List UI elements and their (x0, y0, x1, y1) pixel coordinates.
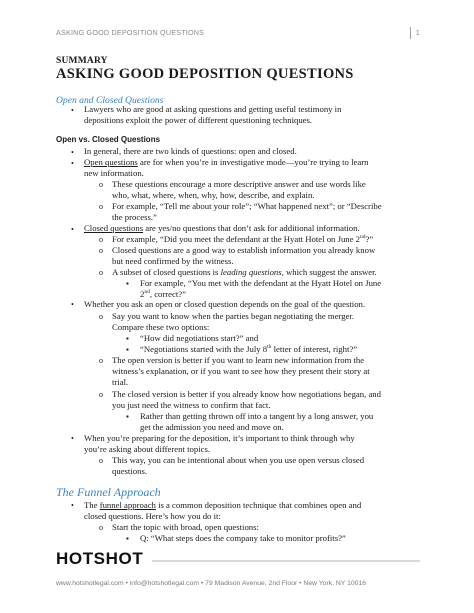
circle-bullet-icon: o (99, 390, 103, 399)
term-open-questions: Open questions (84, 157, 138, 167)
list-item: Whether you ask an open or closed question depends on the goal of the question. (84, 299, 366, 309)
list-item-cont: Compare these two options: (112, 322, 210, 332)
intro-line-2: depositions exploit the power of different questioning techniques. (84, 115, 313, 125)
term-leading-questions: leading questions (220, 267, 282, 277)
list-item-text: , correct?” (149, 289, 187, 299)
list-item: These questions encourage a more descriptive answer and use words like (112, 179, 366, 189)
list-item: When you’re preparing for the deposition, it’s important to think through why (84, 433, 355, 443)
footer-divider (152, 560, 420, 562)
list-item-text: , which suggest the answer. (281, 267, 377, 277)
page-number: 1 (415, 28, 420, 37)
circle-bullet-icon: o (99, 312, 103, 321)
list-item-cont: closed questions. Here’s how you do it: (84, 511, 221, 521)
list-item: For example, “Tell me about your role”; “What happened next”; or “Describe (112, 201, 382, 211)
list-item (112, 234, 373, 245)
list-item-cont: you just need the witness to confirm that fact. (112, 400, 271, 410)
list-item: Rather than getting thrown off into a tangent by a long answer, you (140, 411, 374, 421)
list-item-text: ?” (365, 234, 374, 244)
circle-bullet-icon: o (99, 202, 103, 211)
list-item (84, 157, 368, 168)
square-bullet-icon: ▪ (126, 412, 129, 421)
square-bullet-icon: ▪ (126, 334, 129, 343)
bullet-icon: • (71, 434, 74, 443)
superscript: th (267, 344, 272, 351)
term-funnel-approach: funnel approach (99, 500, 156, 510)
list-item-cont: witness’s explanation, or if you want to see how they present their story at (112, 366, 370, 376)
list-item (84, 223, 360, 234)
list-item (84, 500, 361, 511)
term-closed-questions: Closed questions (84, 223, 144, 233)
circle-bullet-icon: o (99, 246, 103, 255)
page-header (56, 28, 420, 42)
list-item (140, 344, 357, 355)
list-item: “How did negotiations start?” and (140, 333, 259, 343)
square-bullet-icon: ▪ (126, 279, 129, 288)
circle-bullet-icon: o (99, 523, 103, 532)
circle-bullet-icon: o (99, 356, 103, 365)
list-item-text: 2 (140, 289, 145, 299)
list-item-text: is a common deposition technique that combines open and (155, 500, 362, 510)
section-title-open-closed: Open and Closed Questions (56, 95, 164, 106)
list-item-text: are yes/no questions that don’t ask for additional information. (143, 223, 360, 233)
list-item-text: are for when you’re in investigative mode—you’re trying to learn (137, 157, 369, 167)
bullet-icon: • (71, 501, 74, 510)
intro-line-1: Lawyers who are good at asking questions and getting useful testimony in (84, 104, 342, 114)
list-item-cont: trial. (112, 377, 129, 387)
list-item: The closed version is better if you already know how negotiations began, and (112, 389, 381, 399)
summary-kicker: SUMMARY (56, 56, 108, 66)
list-item-text: “Negotiations started with the July 8 (140, 344, 268, 354)
circle-bullet-icon: o (99, 235, 103, 244)
list-item-text: The (84, 500, 100, 510)
list-item: This way, you can be intentional about when you use open versus closed (112, 455, 365, 465)
list-item-cont: but need confirmed by the witness. (112, 256, 234, 266)
bullet-icon: • (71, 159, 74, 168)
list-item: Q: “What steps does the company take to monitor profits?” (140, 533, 346, 543)
square-bullet-icon: ▪ (126, 345, 129, 354)
list-item-text: For example, “Did you meet the defendant at the Hyatt Hotel on June 2 (112, 234, 361, 244)
list-item-text: letter of interest, right?” (271, 344, 358, 354)
hotshot-logo: HOTSHOT (56, 549, 144, 568)
square-bullet-icon: ▪ (126, 534, 129, 543)
list-item: Say you want to know when the parties began negotiating the merger. (112, 311, 355, 321)
list-item-cont: get the admission you need and move on. (140, 422, 284, 432)
list-item: For example, “You met with the defendant at the Hyatt Hotel on June (140, 278, 382, 288)
list-item: In general, there are two kinds of questions: open and closed. (84, 146, 297, 156)
bullet-icon: • (71, 225, 74, 234)
subsection-title: Open vs. Closed Questions (56, 135, 161, 144)
footer-contact: www.hotshotlegal.com • info@hotshotlegal.com • 79 Madison Avenue, 2nd Floor • New York, NY 10016 (56, 580, 367, 587)
list-item-cont: who, what, where, when, why, how, describe, and explain. (112, 190, 315, 200)
list-item (112, 267, 377, 278)
list-item: Start the topic with broad, open questions: (112, 522, 259, 532)
list-item-cont: the process.” (112, 212, 157, 222)
section-title-funnel: The Funnel Approach (56, 485, 161, 499)
list-item-cont: questions. (112, 466, 147, 476)
page-title: ASKING GOOD DEPOSITION QUESTIONS (56, 66, 354, 82)
bullet-icon: • (71, 300, 74, 309)
circle-bullet-icon: o (99, 268, 103, 277)
list-item-cont: new information. (84, 168, 144, 178)
bullet-icon: • (71, 148, 74, 157)
list-item: The open version is better if you want to learn new information from the (112, 355, 365, 365)
list-item-cont: you’re asking about different topics. (84, 444, 211, 454)
bullet-icon: • (71, 106, 74, 115)
superscript: nd (360, 234, 366, 241)
superscript: nd (144, 289, 150, 296)
list-item-text: A subset of closed questions is (112, 267, 221, 277)
list-item: Closed questions are a good way to establish information you already know (112, 245, 376, 255)
circle-bullet-icon: o (99, 180, 103, 189)
circle-bullet-icon: o (99, 456, 103, 465)
header-title: ASKING GOOD DEPOSITION QUESTIONS (56, 28, 205, 37)
